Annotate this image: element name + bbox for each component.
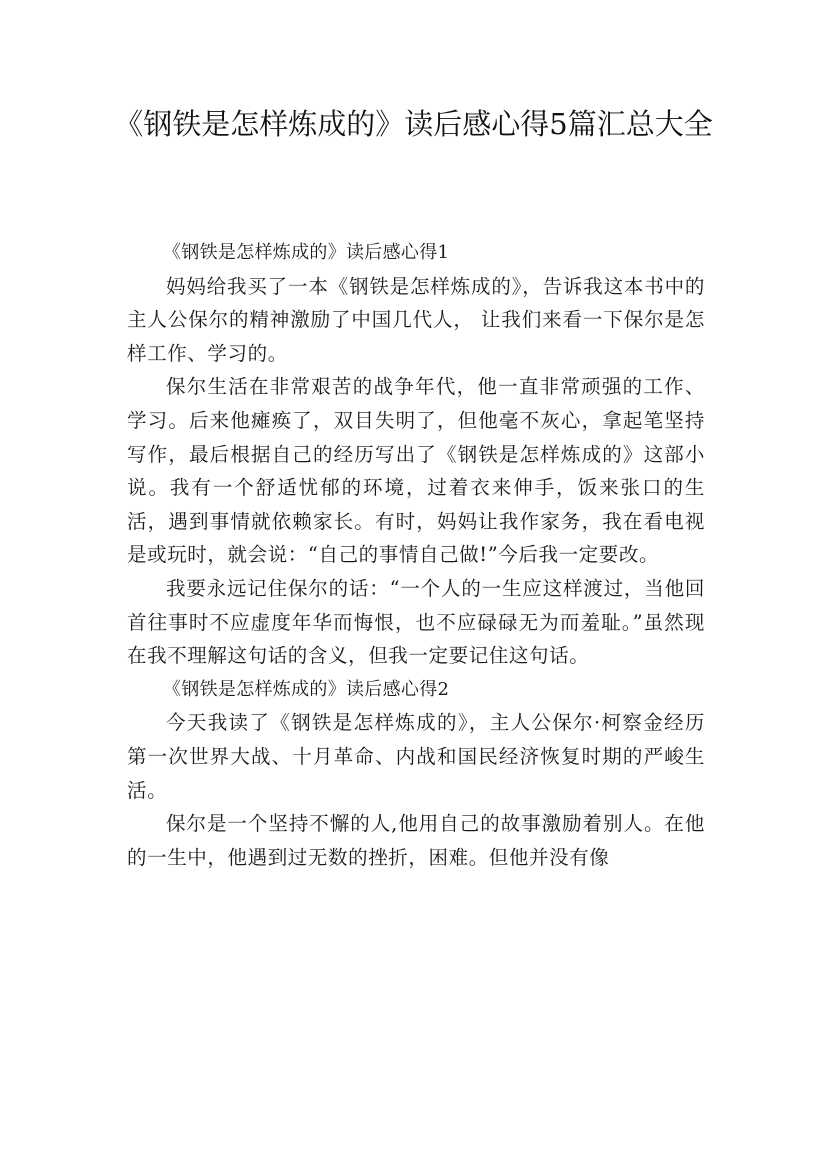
paragraph: 保尔是一个坚持不懈的人,他用自己的故事激励着别人。在他的一生中，他遇到过无数的挫折，困难。但他并没有像 (127, 812, 705, 869)
section-heading-2: 《钢铁是怎样炼成的》读后感心得2 (163, 678, 450, 700)
paragraph: 妈妈给我买了一本《钢铁是怎样炼成的》，告诉我这本书中的主人公保尔的精神激励了中国几代人， 让我们来看一下保尔是怎样工作、学习的。 (127, 274, 705, 365)
document-body (127, 236, 705, 874)
paragraph: 我要永远记住保尔的话：“一个人的一生应这样渡过，当他回首往事时不应虚度年华而悔恨，也不应碌碌无为而羞耻。”虽然现在我不理解这句话的含义，但我一定要记住这句话。 (127, 576, 705, 668)
paragraph: 保尔生活在非常艰苦的战争年代，他一直非常顽强的工作、学习。后来他瘫痪了，双目失明了，但他毫不灰心，拿起笔坚持写作，最后根据自己的经历写出了《钢铁是怎样炼成的》这部小说。我有一个舒适忧郁的环境，过着衣来伸手，饭来张口的生活，遇到事情就依赖家长。有时，妈妈让我作家务，我在看电视是或玩时，就会说：“自己的事情自己做!”今后我一定要改。 (127, 375, 705, 567)
document-title: 《钢铁是怎样炼成的》读后感心得5篇汇总大全 (114, 107, 713, 141)
section-heading-1: 《钢铁是怎样炼成的》读后感心得1 (163, 242, 450, 263)
paragraph: 今天我读了《钢铁是怎样炼成的》，主人公保尔·柯察金经历第一次世界大战、十月革命、内战和国民经济恢复时期的严峻生活。 (127, 711, 705, 802)
